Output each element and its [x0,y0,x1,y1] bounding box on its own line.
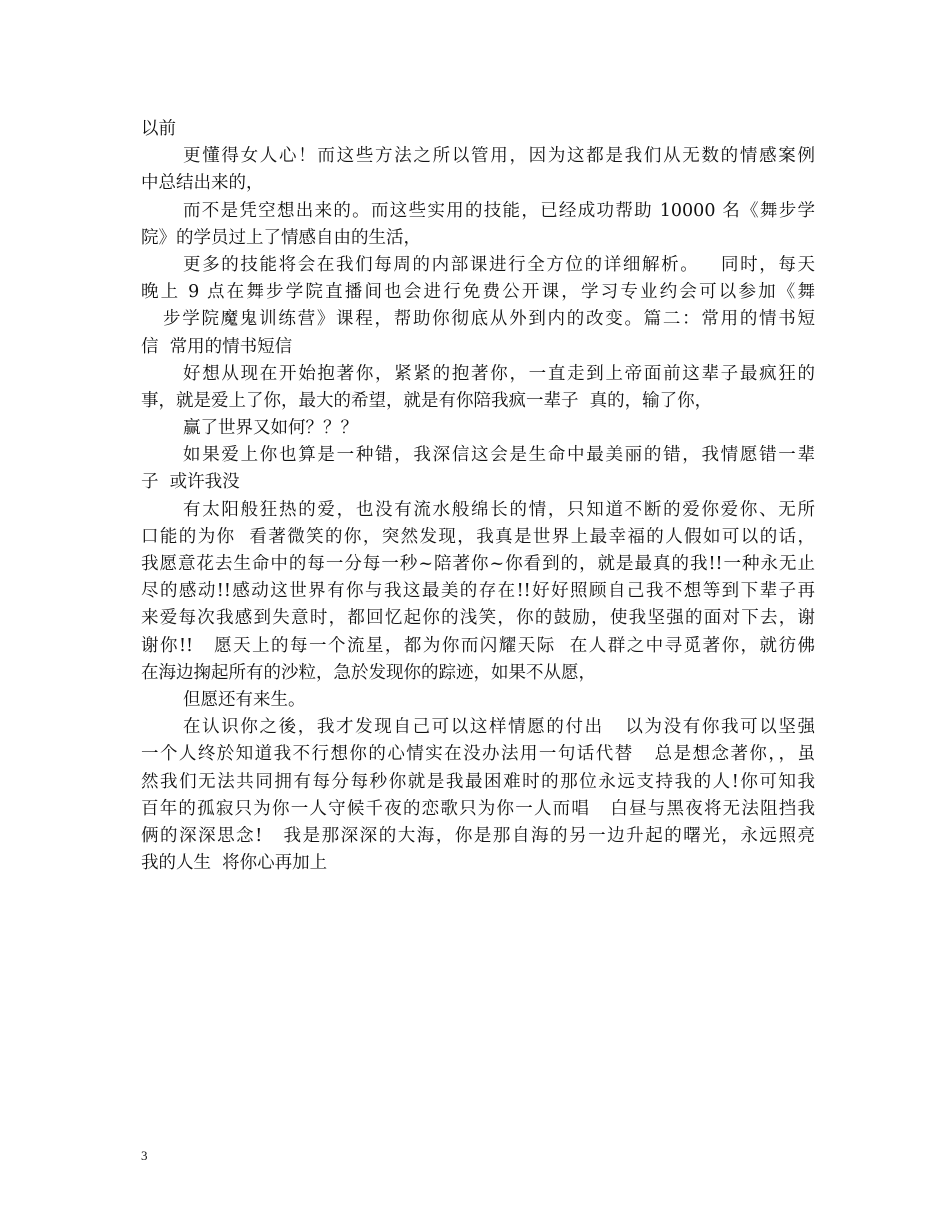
text-line-27: 俩的深深思念! 我是那深深的大海，你是那自海的另一边升起的曙光，永远照亮 [141,825,815,846]
text-line-10: 好想从现在开始抱著你，紧紧的抱著你，一直走到上帝面前这辈子最疯狂的 [183,363,815,384]
text-line-11: 事，就是爱上了你，最大的希望，就是有你陪我疯一辈子 真的，输了你， [141,390,713,411]
text-line-28: 我的人生 将你心再加上 [141,853,328,874]
text-line-19: 来爱每次我感到失意时，都回忆起你的浅笑，你的鼓励，使我坚强的面对下去，谢 [141,608,815,629]
text-line-8: 步学院魔鬼训练营》课程，帮助你彻底从外到内的改变。篇二：常用的情书短 [163,309,815,330]
text-line-7: 晚上 9 点在舞步学院直播间也会进行免费公开课，学习专业约会可以参加《舞 [141,282,815,303]
text-line-2: 更懂得女人心！而这些方法之所以管用，因为这都是我们从无数的情感案例 [183,146,815,167]
text-line-17: 我愿意花去生命中的每一分每一秒~陪著你~你看到的，就是最真的我!!一种永无止 [141,554,815,574]
text-line-4: 而不是凭空想出来的。而这些实用的技能，已经成功帮助 10000 名《舞步学 [183,200,815,221]
text-line-25: 然我们无法共同拥有每分每秒你就是我最困难时的那位永远支持我的人!你可知我 [141,771,815,792]
text-line-5: 院》的学员过上了情感自由的生活， [141,227,421,248]
document-body [141,116,815,877]
text-line-15: 有太阳般狂热的爱，也没有流水般绵长的情，只知道不断的爱你爱你、无所 [183,499,815,520]
text-line-16: 口能的为你 看著微笑的你，突然发现，我真是世界上最幸福的人假如可以的话， [141,526,815,547]
text-line-26: 百年的孤寂只为你一人守候千夜的恋歌只为你一人而唱 白昼与黑夜将无法阻挡我 [141,798,815,819]
page-number: 3 [141,1148,148,1163]
text-line-6: 更多的技能将会在我们每周的内部课进行全方位的详细解析。 同时，每天 [183,254,815,275]
text-line-20: 谢你!! 愿天上的每一个流星，都为你而闪耀天际 在人群之中寻觅著你，就彷佛 [141,635,815,656]
text-line-13: 如果爱上你也算是一种错，我深信这会是生命中最美丽的错，我情愿错一辈 [183,445,815,466]
text-line-3: 中总结出来的， [141,173,264,194]
text-line-24: 一个人终於知道我不行想你的心情实在没办法用一句话代替 总是想念著你，，虽 [141,744,815,765]
text-line-21: 在海边掬起所有的沙粒，急於发现你的踪迹，如果不从愿， [141,662,596,683]
text-line-22: 但愿还有来生。 [183,689,306,710]
text-line-9: 信 常用的情书短信 [141,336,293,357]
text-line-18: 尽的感动!!感动这世界有你与我这最美的存在!!好好照顾自己我不想等到下辈子再 [141,581,815,602]
text-line-14: 子 或许我没 [141,472,240,493]
text-line-1: 以前 [141,119,176,139]
text-line-23: 在认识你之後，我才发现自己可以这样情愿的付出 以为没有你我可以坚强 [183,717,815,738]
text-line-12: 赢了世界又如何？？？ [183,418,358,439]
